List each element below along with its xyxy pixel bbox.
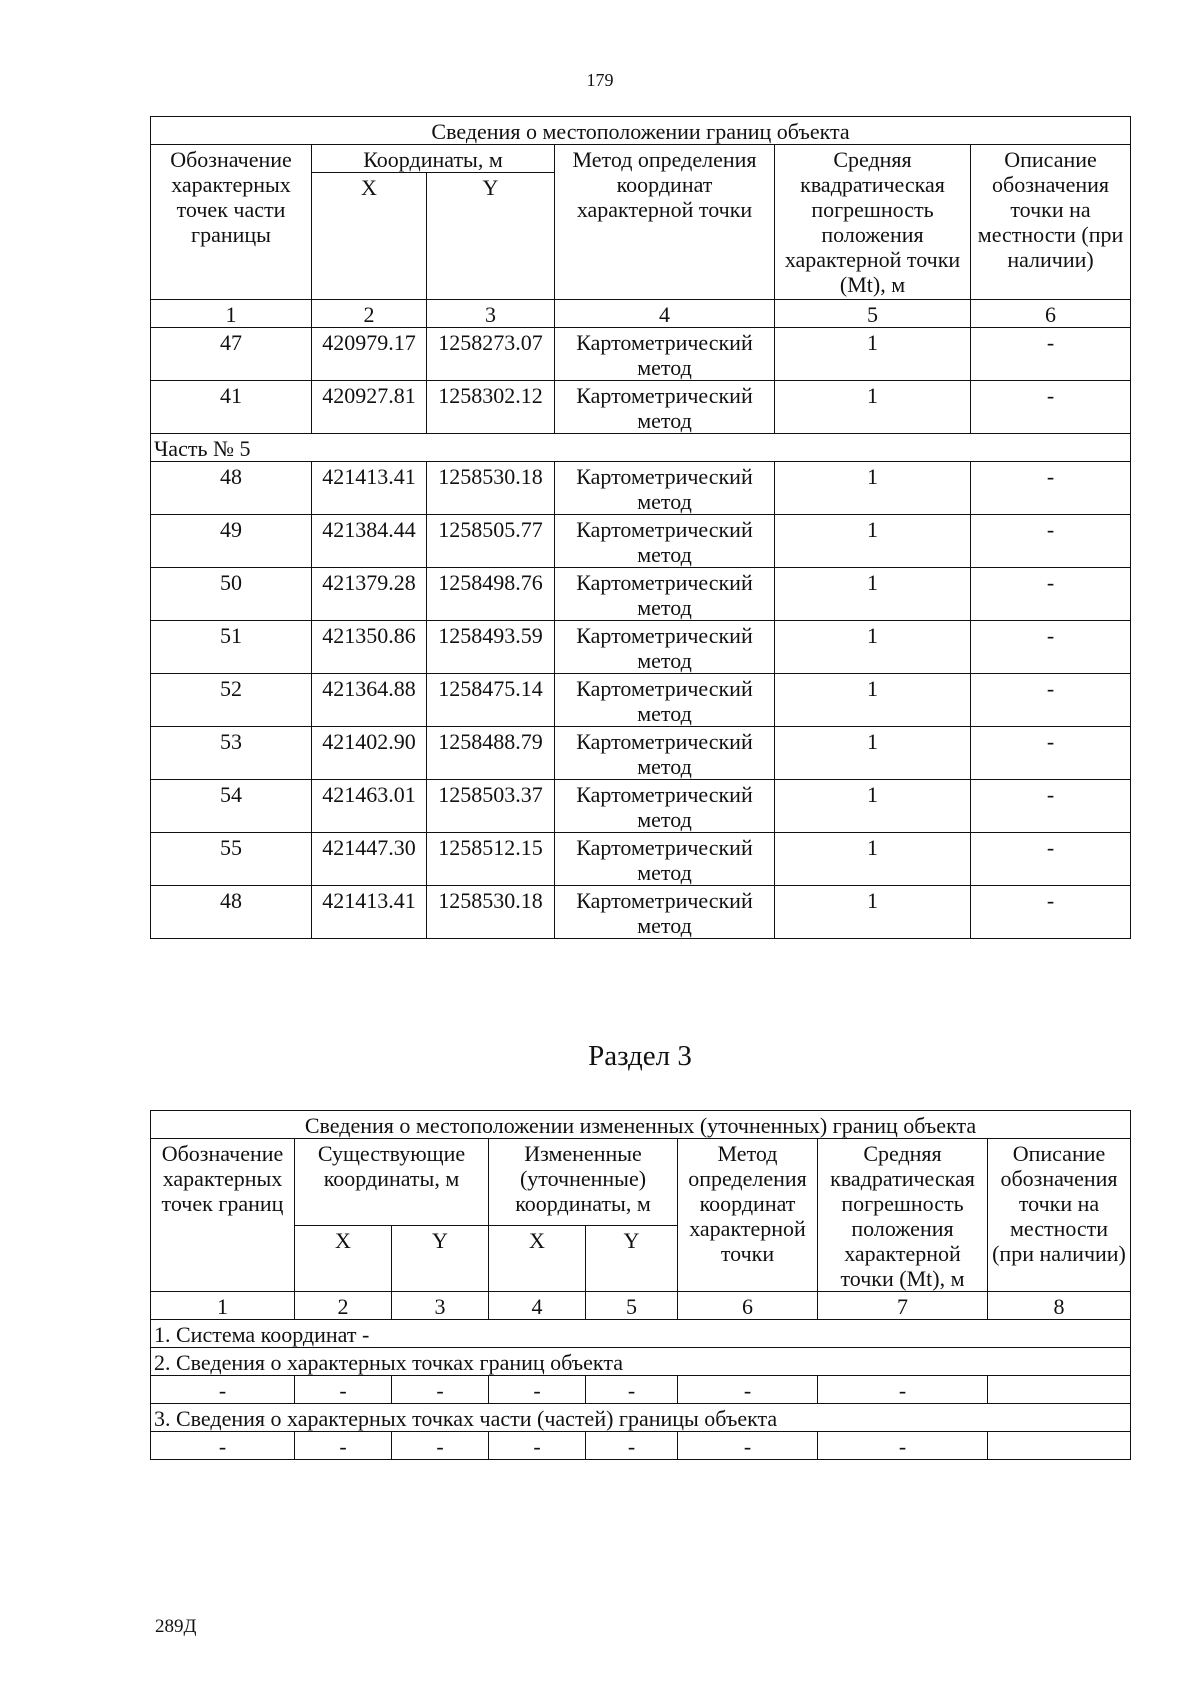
coord-system-row: 1. Система координат - <box>151 1320 1131 1348</box>
table-caption: Сведения о местоположении границ объекта <box>151 117 1131 145</box>
table-row <box>151 381 1131 434</box>
page-number: 179 <box>586 70 614 90</box>
boundary-points-table <box>150 116 1131 939</box>
cell-point: 54 <box>151 780 312 833</box>
column-number-row <box>151 1292 1131 1320</box>
column-number: 2 <box>295 1292 392 1320</box>
cell-y: 1258302.12 <box>427 381 555 434</box>
cell-error: 1 <box>775 462 971 515</box>
header-point-designation: Обозначение характерных точек границ <box>151 1139 295 1292</box>
cell-y: 1258475.14 <box>427 674 555 727</box>
column-number: 7 <box>818 1292 988 1320</box>
cell-point: 47 <box>151 328 312 381</box>
column-number: 3 <box>427 300 555 328</box>
cell-error: 1 <box>775 727 971 780</box>
cell-y: 1258503.37 <box>427 780 555 833</box>
dash-cell: - <box>818 1376 988 1404</box>
cell-y: 1258498.76 <box>427 568 555 621</box>
cell-description: - <box>971 568 1131 621</box>
table-row <box>151 1432 1131 1460</box>
cell-point: 53 <box>151 727 312 780</box>
cell-point: 52 <box>151 674 312 727</box>
cell-error: 1 <box>775 515 971 568</box>
cell-description: - <box>971 674 1131 727</box>
part-label: Часть № 5 <box>151 434 1131 462</box>
header-description: Описание обозначения точки на местности (при наличии) <box>988 1139 1131 1292</box>
cell-method: Картометрический метод <box>555 381 775 434</box>
cell-error: 1 <box>775 833 971 886</box>
cell-error: 1 <box>775 568 971 621</box>
cell-description: - <box>971 328 1131 381</box>
header-point-designation: Обозначение характерных точек части границы <box>151 145 312 300</box>
header-description: Описание обозначения точки на местности (при наличии) <box>971 145 1131 300</box>
cell-point: 50 <box>151 568 312 621</box>
cell-method: Картометрический метод <box>555 780 775 833</box>
dash-cell: - <box>678 1432 818 1460</box>
dash-cell: - <box>489 1376 586 1404</box>
section-parts-row: 3. Сведения о характерных точках части (частей) границы объекта <box>151 1404 1131 1432</box>
dash-cell: - <box>392 1432 489 1460</box>
dash-cell: - <box>392 1376 489 1404</box>
cell-x: 421384.44 <box>312 515 427 568</box>
dash-cell: - <box>489 1432 586 1460</box>
header-method: Метод определения координат характерной точки <box>678 1139 818 1292</box>
cell-x: 421447.30 <box>312 833 427 886</box>
table-caption: Сведения о местоположении измененных (уточненных) границ объекта <box>151 1111 1131 1139</box>
header-y: Y <box>427 173 555 300</box>
table-row <box>151 727 1131 780</box>
cell-error: 1 <box>775 328 971 381</box>
column-number: 5 <box>586 1292 678 1320</box>
column-number: 6 <box>678 1292 818 1320</box>
cell-error: 1 <box>775 780 971 833</box>
section-points-row: 2. Сведения о характерных точках границ объекта <box>151 1348 1131 1376</box>
dash-cell: - <box>818 1432 988 1460</box>
column-number: 1 <box>151 1292 295 1320</box>
cell-method: Картометрический метод <box>555 568 775 621</box>
header-method: Метод определения координат характерной точки <box>555 145 775 300</box>
column-number: 3 <box>392 1292 489 1320</box>
dash-cell: - <box>678 1376 818 1404</box>
cell-method: Картометрический метод <box>555 886 775 939</box>
table-row <box>151 886 1131 939</box>
cell-y: 1258530.18 <box>427 462 555 515</box>
cell-description: - <box>971 727 1131 780</box>
part-label-row <box>151 434 1131 462</box>
cell-x: 420927.81 <box>312 381 427 434</box>
header-existing-y: Y <box>392 1226 489 1292</box>
column-number-row <box>151 300 1131 328</box>
cell-x: 421413.41 <box>312 886 427 939</box>
column-number: 4 <box>555 300 775 328</box>
cell-y: 1258493.59 <box>427 621 555 674</box>
cell-x: 420979.17 <box>312 328 427 381</box>
table-row <box>151 674 1131 727</box>
cell-description: - <box>971 833 1131 886</box>
table-row <box>151 621 1131 674</box>
cell-x: 421364.88 <box>312 674 427 727</box>
cell-description: - <box>971 886 1131 939</box>
table-row <box>151 780 1131 833</box>
cell-y: 1258488.79 <box>427 727 555 780</box>
header-changed-y: Y <box>586 1226 678 1292</box>
header-x: X <box>312 173 427 300</box>
cell-method: Картометрический метод <box>555 462 775 515</box>
column-number: 5 <box>775 300 971 328</box>
cell-method: Картометрический метод <box>555 674 775 727</box>
header-changed-coords: Измененные (уточненные) координаты, м <box>489 1139 678 1226</box>
column-number: 1 <box>151 300 312 328</box>
cell-y: 1258505.77 <box>427 515 555 568</box>
column-number: 4 <box>489 1292 586 1320</box>
cell-method: Картометрический метод <box>555 328 775 381</box>
column-number: 8 <box>988 1292 1131 1320</box>
cell-point: 41 <box>151 381 312 434</box>
table-row <box>151 568 1131 621</box>
table-row <box>151 462 1131 515</box>
cell-error: 1 <box>775 886 971 939</box>
header-mean-error: Средняя квадратическая погрешность положения характерной точки (Mt), м <box>818 1139 988 1292</box>
cell-method: Картометрический метод <box>555 515 775 568</box>
cell-error: 1 <box>775 674 971 727</box>
section-title: Раздел 3 <box>588 1040 692 1072</box>
changed-boundaries-table <box>150 1110 1131 1460</box>
cell-description: - <box>971 515 1131 568</box>
header-existing-x: X <box>295 1226 392 1292</box>
header-changed-x: X <box>489 1226 586 1292</box>
dash-cell <box>988 1376 1131 1404</box>
cell-method: Картометрический метод <box>555 621 775 674</box>
cell-x: 421402.90 <box>312 727 427 780</box>
column-number: 6 <box>971 300 1131 328</box>
header-existing-coords: Существующие координаты, м <box>295 1139 489 1226</box>
cell-y: 1258530.18 <box>427 886 555 939</box>
dash-cell: - <box>586 1432 678 1460</box>
cell-x: 421350.86 <box>312 621 427 674</box>
cell-x: 421413.41 <box>312 462 427 515</box>
cell-description: - <box>971 462 1131 515</box>
cell-x: 421379.28 <box>312 568 427 621</box>
cell-y: 1258512.15 <box>427 833 555 886</box>
cell-error: 1 <box>775 381 971 434</box>
dash-cell: - <box>151 1376 295 1404</box>
cell-description: - <box>971 780 1131 833</box>
cell-method: Картометрический метод <box>555 833 775 886</box>
header-mean-error: Средняя квадратическая погрешность положения характерной точки (Mt), м <box>775 145 971 300</box>
cell-x: 421463.01 <box>312 780 427 833</box>
cell-description: - <box>971 621 1131 674</box>
table-row <box>151 515 1131 568</box>
table-row <box>151 1376 1131 1404</box>
cell-point: 49 <box>151 515 312 568</box>
header-coordinates: Координаты, м <box>312 145 555 173</box>
dash-cell: - <box>295 1432 392 1460</box>
document-code: 289Д <box>155 1616 197 1637</box>
cell-method: Картометрический метод <box>555 727 775 780</box>
dash-cell <box>988 1432 1131 1460</box>
dash-cell: - <box>151 1432 295 1460</box>
dash-cell: - <box>295 1376 392 1404</box>
cell-point: 48 <box>151 462 312 515</box>
cell-point: 55 <box>151 833 312 886</box>
table-row <box>151 833 1131 886</box>
cell-description: - <box>971 381 1131 434</box>
column-number: 2 <box>312 300 427 328</box>
cell-error: 1 <box>775 621 971 674</box>
cell-point: 51 <box>151 621 312 674</box>
table-row <box>151 328 1131 381</box>
cell-y: 1258273.07 <box>427 328 555 381</box>
dash-cell: - <box>586 1376 678 1404</box>
cell-point: 48 <box>151 886 312 939</box>
